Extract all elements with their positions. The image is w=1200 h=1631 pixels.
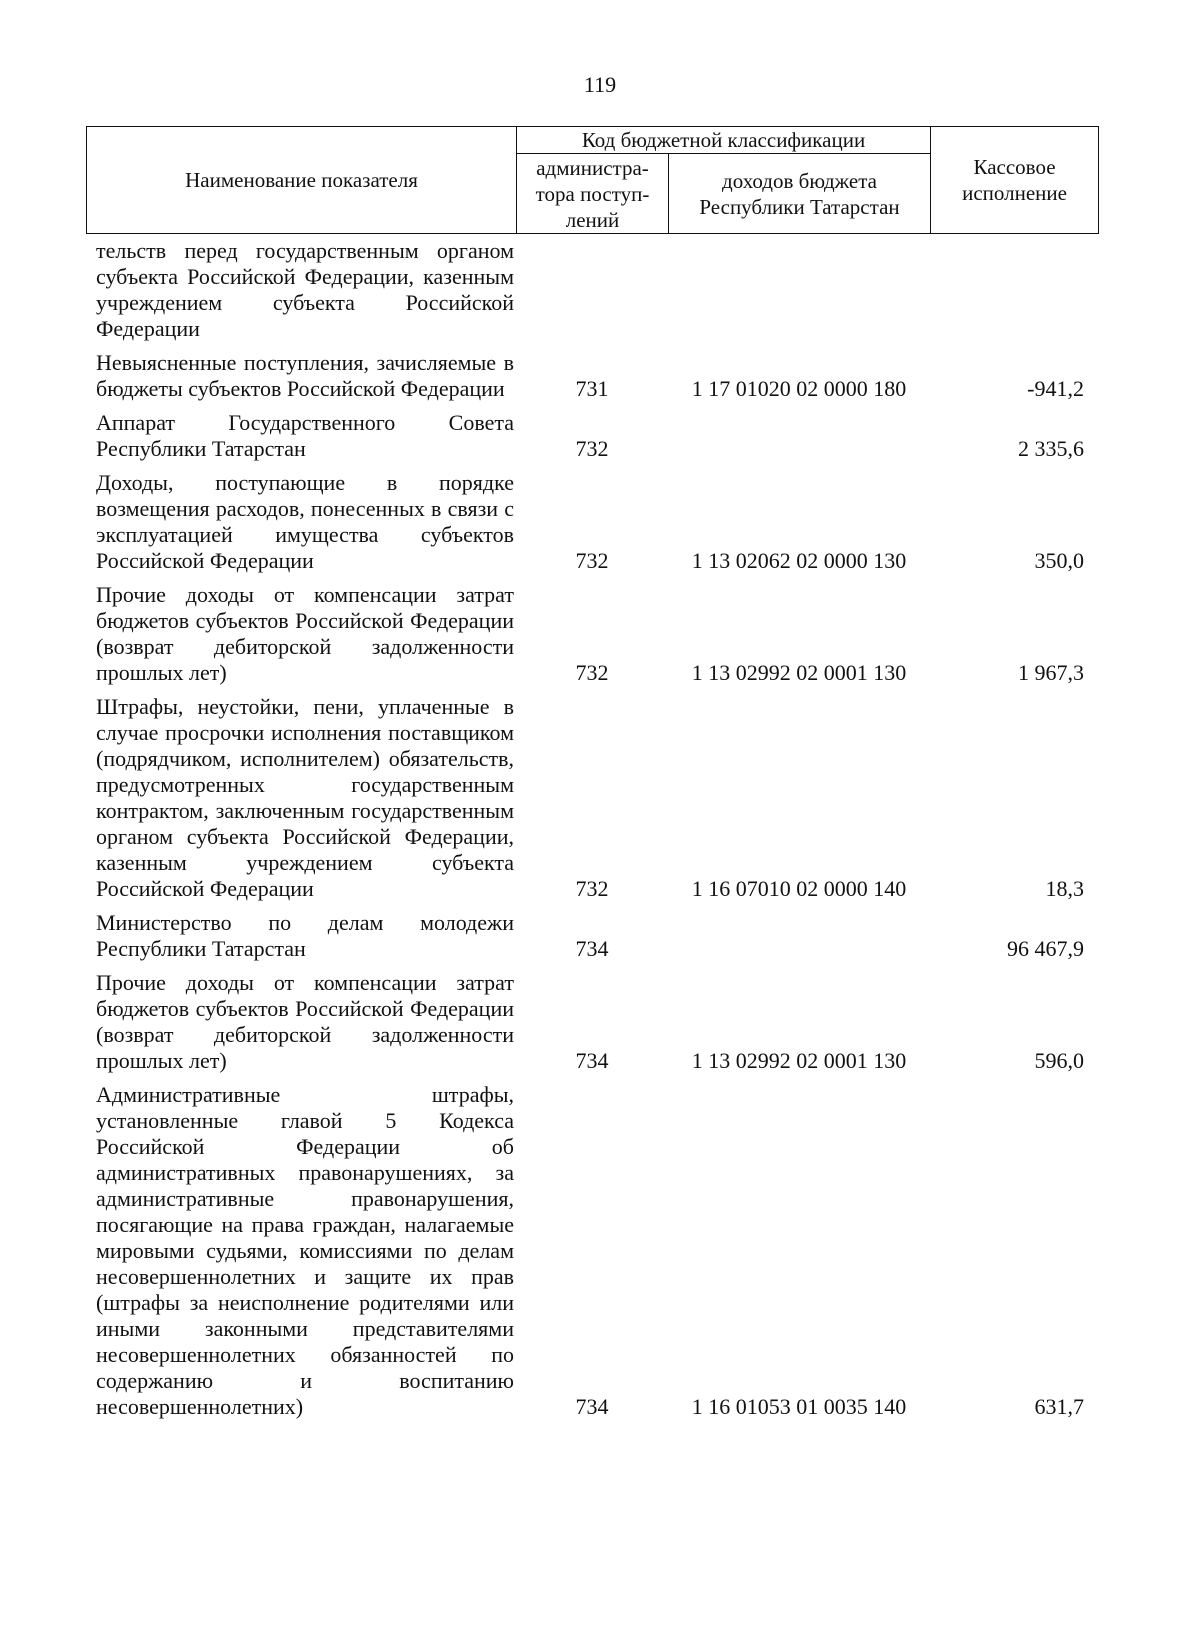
table-header (86, 126, 1099, 234)
header-cash-execution: Кассовое исполнение (931, 127, 1099, 234)
row-name: тельств перед государственным органом субъекта Российской Федерации, казенным учреждением субъекта Российской Федерации (96, 238, 514, 341)
row-cash-execution: 631,7 (1034, 1394, 1084, 1419)
row-cash-execution: 18,3 (1045, 876, 1084, 901)
table-row (86, 576, 1098, 688)
table-row (86, 1076, 1098, 1422)
row-cash-execution: 350,0 (1034, 548, 1084, 573)
table-body (86, 238, 1098, 1422)
row-administrator-code: 734 (575, 1048, 609, 1073)
row-administrator-code: 732 (575, 660, 609, 685)
row-administrator-code: 734 (575, 936, 609, 961)
row-income-code: 1 17 01020 02 0000 180 (691, 376, 907, 401)
table-row (86, 688, 1098, 904)
header-income-code: доходов бюджета Республики Татарстан (669, 154, 931, 234)
table-row (86, 344, 1098, 404)
row-cash-execution: -941,2 (1027, 376, 1084, 401)
row-income-code (668, 404, 930, 464)
table-row (86, 964, 1098, 1076)
row-income-code: 1 13 02992 02 0001 130 (691, 660, 907, 685)
row-income-code: 1 16 01053 01 0035 140 (691, 1394, 907, 1419)
table-row (86, 904, 1098, 964)
row-administrator-code: 732 (575, 548, 609, 573)
row-income-code: 1 13 02062 02 0000 130 (691, 548, 907, 573)
page-number: 119 (583, 72, 617, 97)
row-income-code (668, 904, 930, 964)
header-name-column: Наименование показателя (87, 127, 517, 234)
row-cash-execution: 596,0 (1034, 1048, 1084, 1073)
row-administrator-code: 731 (575, 376, 609, 401)
table-row (86, 238, 1098, 344)
row-name: Прочие доходы от компенсации затрат бюджетов субъектов Российской Федерации (возврат дебиторской задолженности прошлых лет) (96, 970, 514, 1073)
row-name: Невыясненные поступления, зачисляемые в бюджеты субъектов Российской Федерации (96, 350, 514, 401)
row-income-code: 1 16 07010 02 0000 140 (691, 876, 907, 901)
header-code-group: Код бюджетной классификации (517, 127, 931, 154)
row-cash-execution (930, 238, 1098, 344)
row-name: Штрафы, неустойки, пени, уплаченные в случае просрочки исполнения поставщиком (подрядчиком, исполнителем) обязательств, предусмотренных государственным контрактом, заключенным государственным органом субъекта Российской Федерации, казенным учреждением субъекта Российской Федерации (96, 694, 514, 901)
table-row (86, 404, 1098, 464)
row-administrator-code (516, 238, 668, 344)
row-administrator-code: 732 (575, 436, 609, 461)
row-administrator-code: 732 (575, 876, 609, 901)
header-administrator: администра-тора поступ-лений (517, 154, 669, 234)
row-administrator-code: 734 (575, 1394, 609, 1419)
row-name: Министерство по делам молодежи Республики Татарстан (96, 910, 514, 961)
row-cash-execution: 1 967,3 (1018, 660, 1084, 685)
table-row (86, 464, 1098, 576)
row-name: Аппарат Государственного Совета Республики Татарстан (96, 410, 514, 461)
row-name: Административные штрафы, установленные главой 5 Кодекса Российской Федерации об административных правонарушениях, за административные правонарушения, посягающие на права граждан, налагаемые мировыми судьями, комиссиями по делам несовершеннолетних и защите их прав (штрафы за неисполнение родителями или иными законными представителями несовершеннолетних обязанностей по содержанию и воспитанию несовершеннолетних) (96, 1082, 514, 1419)
row-cash-execution: 2 335,6 (1018, 436, 1084, 461)
row-income-code: 1 13 02992 02 0001 130 (691, 1048, 907, 1073)
row-name: Прочие доходы от компенсации затрат бюджетов субъектов Российской Федерации (возврат дебиторской задолженности прошлых лет) (96, 582, 514, 685)
row-cash-execution: 96 467,9 (1007, 936, 1084, 961)
row-income-code (668, 238, 930, 344)
row-name: Доходы, поступающие в порядке возмещения расходов, понесенных в связи с эксплуатацией имущества субъектов Российской Федерации (96, 470, 514, 573)
